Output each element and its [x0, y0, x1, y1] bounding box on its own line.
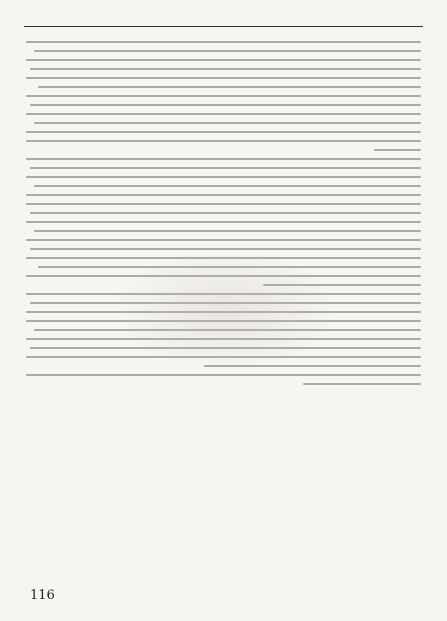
top-rule	[24, 26, 423, 27]
paragraph-3	[26, 293, 421, 367]
page-number: 116	[30, 588, 55, 603]
paragraph-1	[26, 41, 421, 151]
paragraph-2	[26, 158, 421, 286]
paragraph-4	[26, 374, 421, 385]
text-block	[26, 34, 421, 569]
